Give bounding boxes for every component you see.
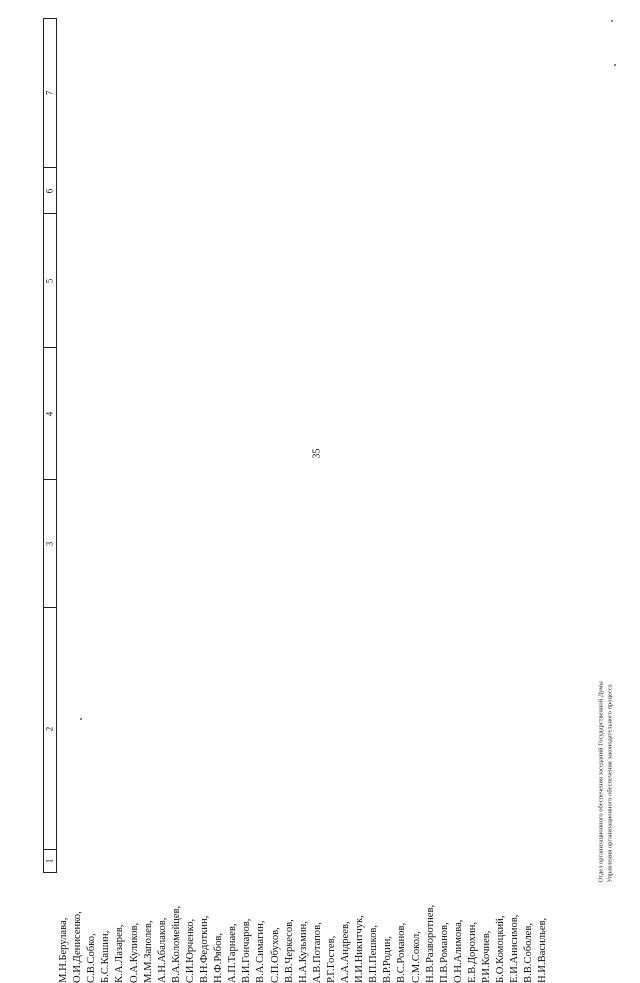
- stray-mark: [611, 20, 613, 22]
- name-item: Б.О.Комоцкий,: [495, 915, 507, 983]
- name-item: В.В.Соболев,: [523, 923, 535, 983]
- name-item: Р.И.Кочиев,: [481, 930, 492, 983]
- name-item: А.В.Потапов,: [311, 922, 323, 983]
- table-header-cell-3: [44, 479, 56, 607]
- footer: [597, 612, 621, 882]
- name-item: М.М.Заполев,: [142, 920, 154, 983]
- name-item: Е.И.Анисимов,: [509, 914, 521, 983]
- names-list: [57, 489, 549, 983]
- table-header-label: 6: [44, 188, 55, 193]
- name-item: А.П.Тарнаев,: [227, 923, 239, 983]
- table-header-label: 1: [44, 858, 55, 864]
- name-item: В.Н.Федоткин,: [199, 915, 210, 983]
- table-header-label: 7: [44, 90, 55, 96]
- name-item: С.И.Юрченко,: [184, 918, 196, 983]
- footer-line-2: Управления организационного обеспечения законодательного процесса: [606, 683, 614, 882]
- name-item: С.М.Сокол,: [410, 931, 422, 983]
- name-item: Н.Ф.Рябов,: [213, 932, 225, 983]
- table-header-row: [43, 18, 57, 873]
- table-header-cell-6: [44, 167, 56, 213]
- name-item: С.В.Собко,: [86, 933, 98, 983]
- table-header-label: 5: [44, 278, 55, 283]
- page-number: 35: [311, 448, 323, 459]
- table-header-cell-1: [44, 849, 56, 872]
- stray-mark: [614, 64, 616, 66]
- name-item: С.П.Обухов,: [269, 927, 281, 983]
- name-item: Р.Г.Гостев,: [325, 935, 337, 983]
- name-item: А.А.Андреев,: [340, 921, 351, 983]
- name-item: В.П.Пешков,: [368, 924, 380, 983]
- name-item: Н.А.Кузьмин,: [297, 921, 309, 983]
- name-item: Е.В.Дорохин,: [466, 922, 478, 983]
- name-item: А.Н.Абалаков,: [156, 917, 168, 983]
- table-header-cell-2: [44, 607, 56, 849]
- name-item: М.Н.Берулава,: [58, 917, 69, 983]
- name-item: В.А.Симагин,: [255, 920, 267, 983]
- name-item: Н.И.Васильев,: [537, 917, 549, 983]
- table-header-label: 2: [44, 726, 55, 731]
- name-item: О.И.Денисенко,: [72, 911, 84, 983]
- names-column: [57, 489, 551, 983]
- name-item: В.С.Романов,: [396, 922, 408, 983]
- table-header-cell-5: [44, 213, 56, 347]
- table-header-cell-4: [44, 347, 56, 479]
- name-item: В.И.Гончаров,: [241, 918, 253, 983]
- name-item: В.В.Черкесов,: [283, 919, 295, 983]
- name-item: В.Р.Родин,: [382, 936, 394, 983]
- name-item: Н.В.Разворотнев,: [424, 904, 436, 983]
- name-item: В.А.Коломейцев,: [170, 905, 182, 983]
- table-header-label: 4: [44, 411, 55, 416]
- name-item: К.А.Лазарев,: [114, 924, 126, 983]
- name-item: П.В.Романов,: [438, 922, 450, 983]
- table-header-label: 3: [44, 541, 55, 546]
- name-item: Б.С.Кашин,: [100, 930, 112, 983]
- stray-mark: [80, 718, 82, 720]
- name-item: И.И.Никитчук,: [354, 915, 366, 983]
- name-item: О.Н.Алимова,: [452, 919, 464, 983]
- table-header-cell-7: [44, 19, 56, 167]
- name-item: О.А.Куликов,: [128, 922, 140, 983]
- footer-line-1: Отдел организационного обеспечения заседаний Государственной Думы: [597, 680, 605, 882]
